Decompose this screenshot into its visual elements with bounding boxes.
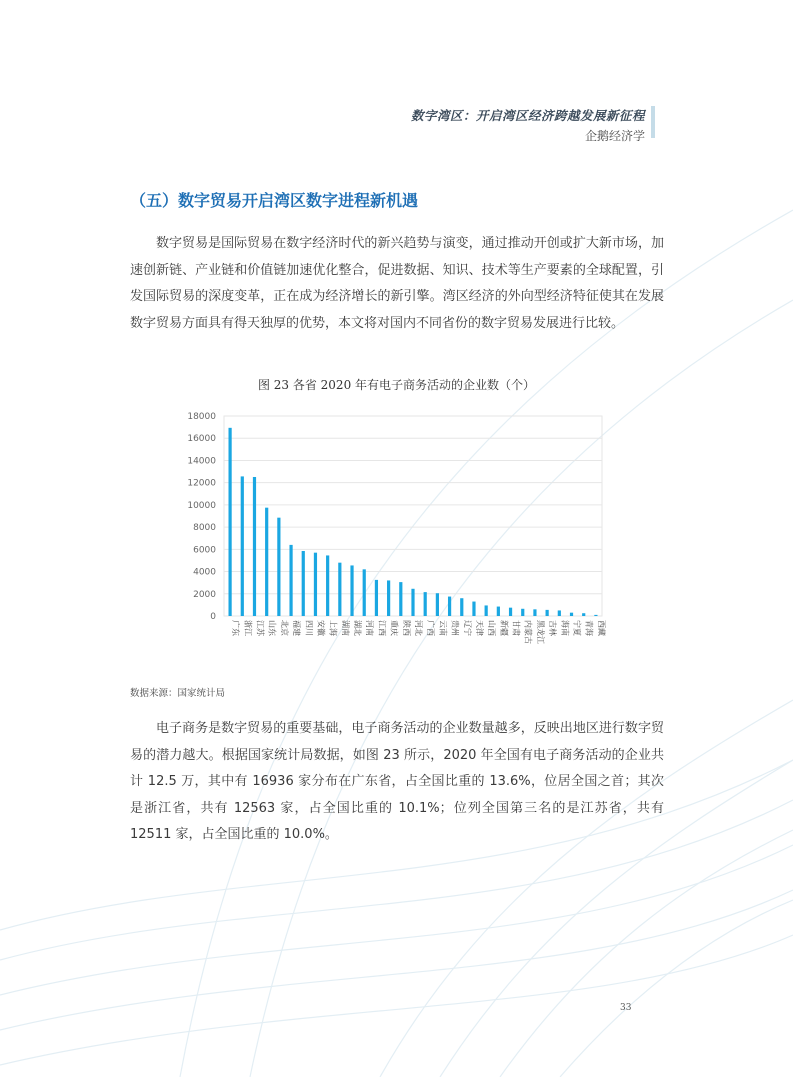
bar: [253, 477, 256, 616]
y-tick-label: 2000: [193, 589, 216, 600]
y-tick-label: 18000: [187, 412, 216, 422]
x-tick-label: 西藏: [596, 620, 606, 636]
x-tick-label: 河北: [414, 620, 423, 636]
bar: [570, 613, 573, 616]
plot-area: [224, 416, 602, 616]
bar: [350, 565, 353, 616]
x-tick-label: 贵州: [450, 620, 460, 636]
y-tick-label: 4000: [193, 567, 216, 578]
x-tick-label: 山西: [487, 620, 497, 636]
running-header: [411, 106, 645, 144]
bar: [265, 508, 268, 616]
x-tick-label: 重庆: [389, 620, 399, 636]
x-tick-label: 浙江: [243, 620, 253, 636]
bar: [289, 545, 292, 616]
x-tick-label: 宁夏: [572, 620, 582, 636]
y-tick-label: 6000: [193, 545, 216, 556]
source-note: 数据来源：国家统计局: [130, 688, 226, 699]
bar: [241, 476, 244, 616]
x-tick-label: 辽宁: [462, 620, 472, 636]
x-tick-label: 海南: [560, 620, 570, 636]
x-tick-label: 广西: [426, 620, 436, 636]
paragraph-analysis: 电子商务是数字贸易的重要基础，电子商务活动的企业数量越多，反映出地区进行数字贸易的潜力越大。根据国家统计局数据，如图 23 所示，2020 年全国有电子商务活动的企业共计 12.5 万，其中有 16936 家分布在广东省，占全国比重的 13.6%，位居全国之首；其次是浙江省，共有 12563 家，占全国比重的 10.1%；位列全国第三名的是江苏省，共有 12511 家，占全国比重的 10.0%。: [130, 721, 664, 842]
x-tick-label: 安徽: [316, 620, 326, 636]
bar: [338, 563, 341, 616]
bar: [326, 555, 329, 616]
bar: [521, 609, 524, 616]
x-tick-label: 青海: [584, 620, 594, 636]
bar-chart: [180, 405, 610, 675]
x-tick-label: 湖南: [340, 620, 350, 636]
y-tick-label: 8000: [193, 523, 216, 534]
y-tick-label: 12000: [187, 478, 216, 489]
header-accent-bar: [651, 106, 655, 138]
bar: [424, 592, 427, 616]
bar-chart-svg: [180, 405, 610, 675]
x-tick-label: 福建: [292, 620, 302, 636]
x-tick-label: 云南: [438, 620, 448, 636]
x-tick-label: 甘肃: [511, 620, 521, 636]
y-tick-label: 0: [210, 612, 216, 622]
bar: [546, 610, 549, 616]
header-title: 数字湾区：开启湾区经济跨越发展新征程: [410, 108, 645, 123]
bar: [594, 615, 597, 616]
bar: [277, 518, 280, 616]
bar: [472, 602, 475, 616]
x-tick-label: 江西: [377, 620, 387, 636]
y-tick-label: 10000: [187, 500, 216, 511]
bar: [460, 598, 463, 616]
figure-caption: 图 23 各省 2020 年有电子商务活动的企业数（个）: [257, 378, 536, 392]
bar: [302, 551, 305, 616]
x-tick-label: 山东: [267, 620, 277, 636]
x-tick-label: 吉林: [548, 620, 558, 636]
bar: [582, 613, 585, 616]
x-tick-label: 江苏: [255, 620, 265, 636]
paragraph-intro: 数字贸易是国际贸易在数字经济时代的新兴趋势与演变，通过推动开创或扩大新市场，加速创新链、产业链和价值链加速优化整合，促进数据、知识、技术等生产要素的全球配置，引发国际贸易的深度变革，正在成为经济增长的新引擎。湾区经济的外向型经济特征使其在发展数字贸易方面具有得天独厚的优势，本文将对国内不同省份的数字贸易发展进行比较。: [130, 236, 664, 331]
x-tick-label: 内蒙古: [523, 620, 533, 644]
section-title: （五）数字贸易开启湾区数字进程新机遇: [130, 191, 419, 210]
header-subtitle: 企鹅经济学: [584, 129, 645, 143]
bar: [399, 582, 402, 616]
x-tick-label: 四川: [304, 620, 314, 636]
bar: [533, 609, 536, 616]
x-tick-label: 天津: [474, 620, 484, 636]
x-tick-label: 陕西: [401, 620, 411, 636]
y-tick-label: 16000: [187, 434, 216, 445]
x-tick-label: 上海: [328, 620, 338, 636]
bar: [411, 589, 414, 616]
bar: [436, 593, 439, 616]
bar: [314, 553, 317, 616]
x-tick-label: 新疆: [499, 620, 509, 636]
y-tick-label: 14000: [187, 456, 216, 467]
bar: [509, 608, 512, 616]
bar: [375, 580, 378, 616]
page-number: 33: [620, 1003, 632, 1013]
bar: [228, 428, 231, 616]
bar: [558, 610, 561, 616]
bar: [485, 605, 488, 616]
bar: [363, 569, 366, 616]
x-tick-label: 黑龙江: [535, 620, 545, 644]
bar: [497, 607, 500, 616]
bar: [387, 580, 390, 616]
x-tick-label: 河南: [365, 620, 375, 636]
x-tick-label: 广东: [231, 620, 241, 636]
x-tick-label: 湖北: [353, 620, 363, 636]
x-tick-label: 北京: [279, 620, 289, 636]
bar: [448, 597, 451, 616]
